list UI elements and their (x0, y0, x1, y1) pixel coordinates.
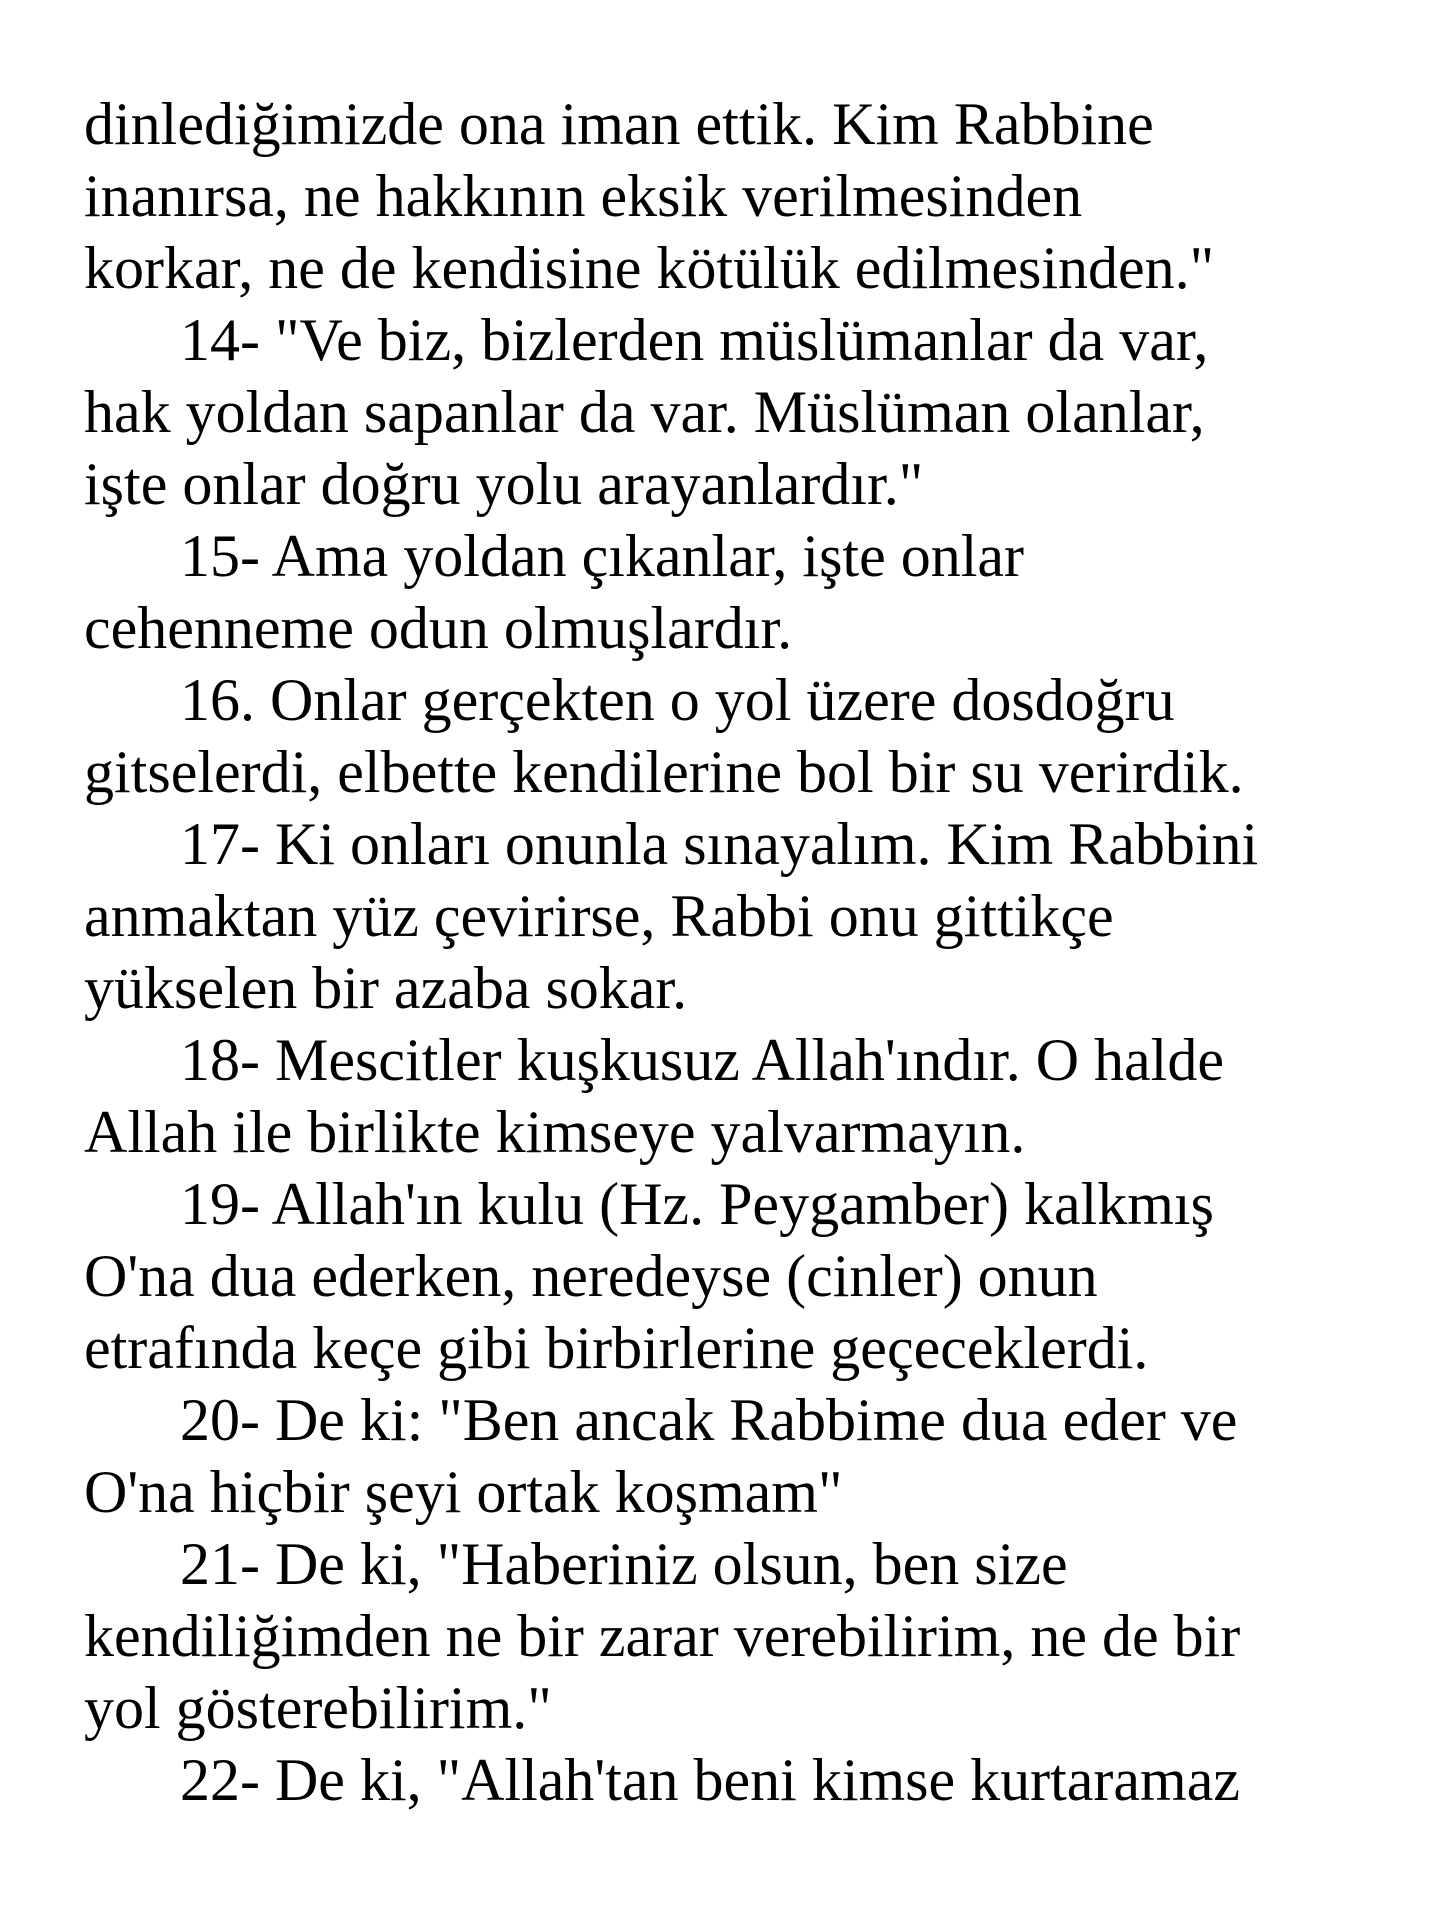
verse-22-start: 22- De ki, "Allah'tan beni kimse kurtaramaz (180, 1747, 1240, 1813)
verse-14-start: 14- "Ve biz, bizlerden müslümanlar da var, (180, 307, 1209, 373)
document-body (84, 88, 1384, 1816)
verse-19-start: 19- Allah'ın kulu (Hz. Peygamber) kalkmış (180, 1171, 1214, 1237)
verse-16-start: 16. Onlar gerçekten o yol üzere dosdoğru (180, 667, 1175, 733)
text-line: işte onlar doğru yolu arayanlardır." (84, 451, 924, 517)
verse-15-start: 15- Ama yoldan çıkanlar, işte onlar (180, 523, 1025, 589)
text-line: Allah ile birlikte kimseye yalvarmayın. (84, 1099, 1026, 1165)
text-line: kendiliğimden ne bir zarar verebilirim, ne de bir (84, 1603, 1241, 1669)
text-line: cehenneme odun olmuşlardır. (84, 595, 793, 661)
text-line: O'na hiçbir şeyi ortak koşmam" (84, 1459, 843, 1525)
text-line: gitselerdi, elbette kendilerine bol bir su verirdik. (84, 739, 1244, 805)
text-line: inanırsa, ne hakkının eksik verilmesinden (84, 163, 1083, 229)
verse-18-start: 18- Mescitler kuşkusuz Allah'ındır. O halde (180, 1027, 1224, 1093)
text-line: O'na dua ederken, neredeyse (cinler) onun (84, 1243, 1098, 1309)
text-line: dinlediğimizde ona iman ettik. Kim Rabbine (84, 91, 1154, 157)
verse-20-start: 20- De ki: "Ben ancak Rabbime dua eder ve (180, 1387, 1238, 1453)
text-line: anmaktan yüz çevirirse, Rabbi onu gittikçe (84, 883, 1114, 949)
text-line: etrafında keçe gibi birbirlerine geçeceklerdi. (84, 1315, 1149, 1381)
text-line: yükselen bir azaba sokar. (84, 955, 688, 1021)
verse-21-start: 21- De ki, "Haberiniz olsun, ben size (180, 1531, 1068, 1597)
text-line: korkar, ne de kendisine kötülük edilmesinden." (84, 235, 1215, 301)
text-line: hak yoldan sapanlar da var. Müslüman olanlar, (84, 379, 1205, 445)
text-line: yol gösterebilirim." (84, 1675, 552, 1741)
verse-17-start: 17- Ki onları onunla sınayalım. Kim Rabbini (180, 811, 1259, 877)
